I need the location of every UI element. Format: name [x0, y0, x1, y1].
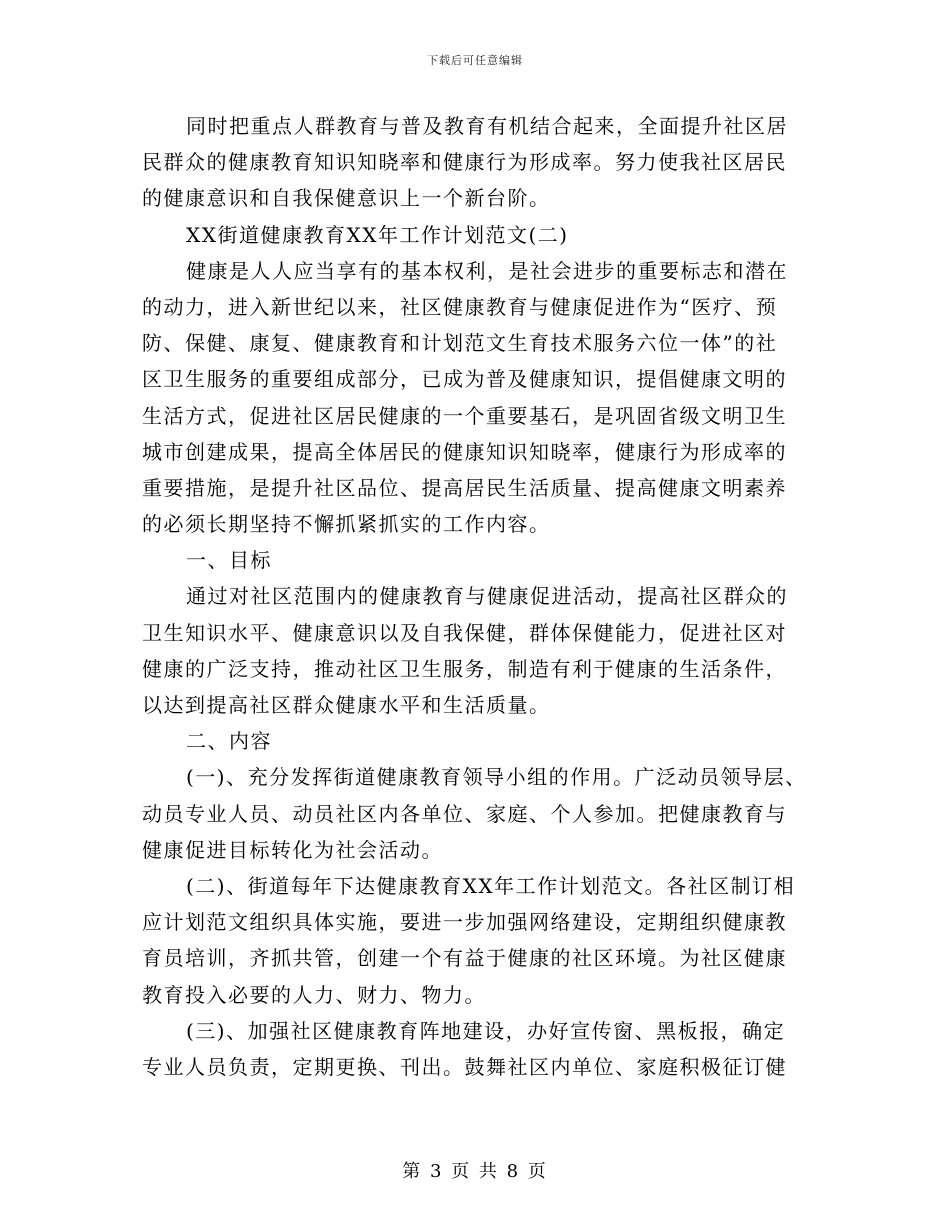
page-number-footer: 第 3 页 共 8 页 — [402, 1161, 548, 1182]
paragraph-line: 动员专业人员、动员社区内各单位、家庭、个人参加。把健康教育与 — [142, 801, 787, 826]
paragraph-line: (一)、充分发挥街道健康教育领导小组的作用。广泛动员领导层、 — [186, 765, 807, 790]
paragraph-line: 育员培训，齐抓共管，创建一个有益于健康的社区环境。为社区健康 — [142, 946, 787, 971]
section-heading-content: 二、内容 — [186, 729, 272, 754]
paragraph-line: 健康促进目标转化为社会活动。 — [142, 837, 443, 862]
paragraph-line: 城市创建成果，提高全体居民的健康知识知晓率，健康行为形成率的 — [142, 439, 787, 464]
paragraph-line: 健康是人人应当享有的基本权利，是社会进步的重要标志和潜在 — [186, 258, 788, 283]
paragraph-line: 健康的广泛支持，推动社区卫生服务，制造有利于健康的生活条件， — [142, 656, 787, 681]
paragraph-line: 教育投入必要的人力、财力、物力。 — [142, 982, 486, 1007]
paragraph-line: 卫生知识水平、健康意识以及自我保健，群体保健能力，促进社区对 — [142, 620, 787, 645]
paragraph-line: 的健康意识和自我保健意识上一个新台阶。 — [142, 186, 551, 211]
paragraph-line: 民群众的健康教育知识知晓率和健康行为形成率。努力使我社区居民 — [142, 150, 787, 175]
paragraph-line: 以达到提高社区群众健康水平和生活质量。 — [142, 693, 551, 717]
paragraph-line: 通过对社区范围内的健康教育与健康促进活动，提高社区群众的 — [186, 584, 788, 609]
paragraph-line: (三)、加强社区健康教育阵地建设，办好宣传窗、黑板报，确定 — [186, 1018, 786, 1043]
section-title: XX街道健康教育XX年工作计划范文(二) — [186, 222, 569, 247]
page-header: 下载后可任意编辑 — [427, 54, 523, 67]
paragraph-line: 防、保健、康复、健康教育和计划范文生育技术服务六位一体”的社 — [142, 331, 778, 356]
document-body — [142, 108, 807, 1085]
paragraph-line: 区卫生服务的重要组成部分，已成为普及健康知识，提倡健康文明的 — [142, 367, 787, 392]
paragraph-line: 专业人员负责，定期更换、刊出。鼓舞社区内单位、家庭积极征订健 — [142, 1054, 787, 1079]
paragraph-line: 的动力，进入新世纪以来，社区健康教育与健康促进作为“医疗、预 — [142, 294, 778, 319]
paragraph-line: 的必须长期坚持不懈抓紧抓实的工作内容。 — [142, 512, 551, 537]
paragraph-line: 重要措施，是提升社区品位、提高居民生活质量、提高健康文明素养 — [142, 475, 787, 500]
paragraph-line: 应计划范文组织具体实施，要进一步加强网络建设，定期组织健康教 — [142, 910, 787, 935]
paragraph-line: 生活方式，促进社区居民健康的一个重要基石，是巩固省级文明卫生 — [142, 403, 787, 428]
section-heading-goals: 一、目标 — [186, 548, 272, 573]
paragraph-line: (二)、街道每年下达健康教育XX年工作计划范文。各社区制订相 — [186, 873, 796, 898]
paragraph-line: 同时把重点人群教育与普及教育有机结合起来，全面提升社区居 — [186, 114, 788, 138]
